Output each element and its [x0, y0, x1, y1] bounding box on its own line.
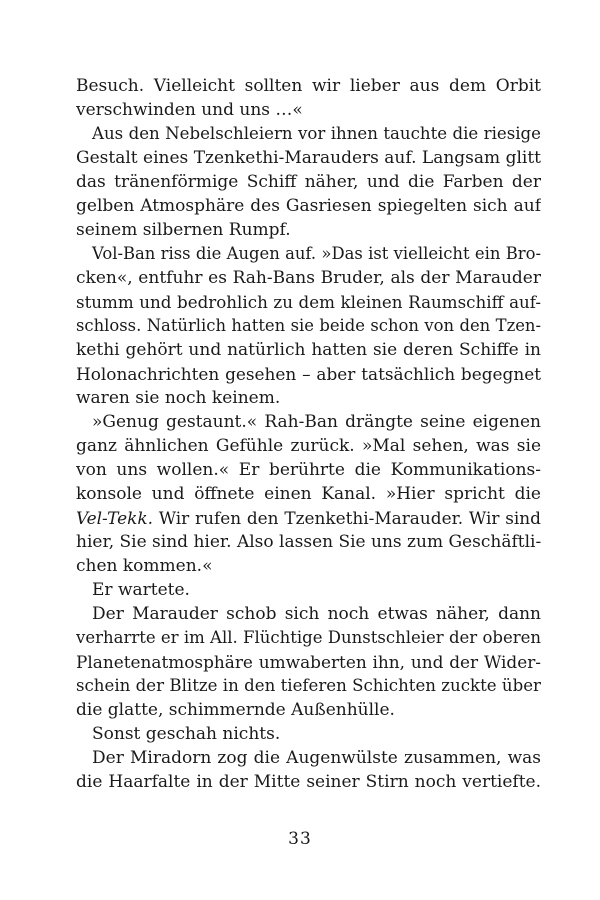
text-line: Der Marauder schob sich noch etwas näher, dann: [92, 604, 541, 624]
text-line: Holonachrichten gesehen – aber tatsächlich begegnet: [76, 364, 541, 384]
text-line: konsole und öffnete einen Kanal. »Hier spricht die: [76, 484, 541, 504]
text-line: ganz ähnlichen Gefühle zurück. »Mal sehen, was sie: [76, 436, 541, 456]
text-line: stumm und bedrohlich zu dem kleinen Raumschiff auf-: [76, 292, 541, 312]
text-line: die glatte, schimmernde Außenhülle.: [76, 700, 395, 720]
text-line: das tränenförmige Schiff näher, und die Farben der: [76, 172, 541, 192]
text-line: verharrte er im All. Flüchtige Dunstschleier der oberen: [76, 628, 541, 647]
text-line: cken«, entfuhr es Rah-Bans Bruder, als der Marauder: [76, 268, 541, 288]
text-line: gelben Atmosphäre des Gasriesen spiegelten sich auf: [76, 196, 541, 216]
text-line: Er wartete.: [92, 580, 190, 600]
text-line: Der Miradorn zog die Augenwülste zusammen, was: [92, 748, 541, 768]
text-line: kethi gehört und natürlich hatten sie deren Schiffe in: [76, 340, 541, 360]
text-line: schein der Blitze in den tieferen Schichten zuckte über: [76, 676, 541, 695]
text-line: waren sie noch keinem.: [76, 388, 281, 408]
text-line: verschwinden und uns …«: [76, 100, 303, 120]
text-line: Planetenatmosphäre umwaberten ihn, und der Wider-: [76, 652, 541, 672]
text-line: die Haarfalte in der Mitte seiner Stirn noch vertiefte.: [76, 772, 541, 792]
text-line: Sonst geschah nichts.: [92, 724, 281, 744]
text-line: »Genug gestaunt.« Rah-Ban drängte seine eigenen: [92, 412, 541, 432]
page-number: 33: [288, 829, 312, 849]
text-line: von uns wollen.« Er berührte die Kommunikations-: [76, 460, 541, 480]
text-line: hier, Sie sind hier. Also lassen Sie uns zum Geschäftli-: [76, 532, 541, 552]
text-line: chen kommen.«: [76, 556, 213, 576]
text-line: Aus den Nebelschleiern vor ihnen tauchte die riesige: [92, 124, 541, 143]
text-line: schloss. Natürlich hatten sie beide schon von den Tzen-: [76, 316, 541, 335]
text-line: Besuch. Vielleicht sollten wir lieber aus dem Orbit: [76, 76, 541, 96]
text-segment: Wir rufen den Tzenkethi-Marauder. Wir sind: [152, 508, 541, 528]
text-line: Vol-Ban riss die Augen auf. »Das ist vielleicht ein Bro-: [92, 244, 541, 263]
text-line: seinem silbernen Rumpf.: [76, 220, 291, 240]
text-line-with-italic: [76, 506, 541, 530]
text-line: Gestalt eines Tzenkethi-Marauders auf. Langsam glitt: [76, 148, 541, 168]
book-page-text: [76, 74, 541, 794]
ship-name-italic: Vel-Tekk.: [76, 508, 153, 528]
